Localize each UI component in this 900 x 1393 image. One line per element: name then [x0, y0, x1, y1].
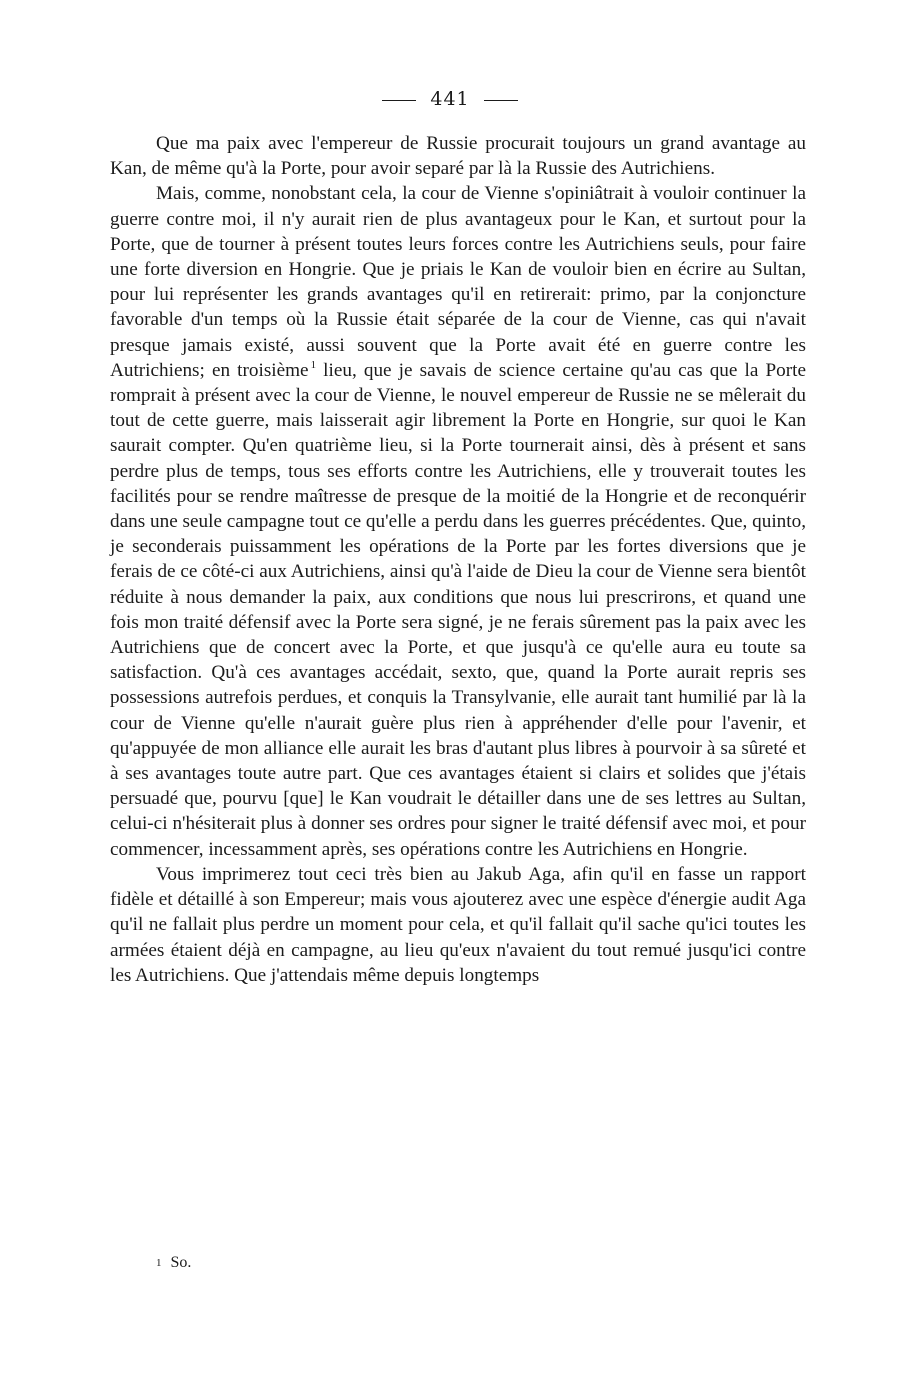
page-number: 441 — [430, 88, 470, 110]
header-dash-left — [382, 100, 416, 101]
paragraph-2-text-after: lieu, que je savais de science certaine qu'au cas que la Porte romprait à présent avec la cour de Vienne, le nouvel empereur de Russie ne se mêlerait du tout de cette guerre, mais laisserait agir librement la Porte en Hongrie, sur quoi le Kan saurait compter. Qu'en quatrième lieu, si la Porte tournerait ainsi, dès à présent et sans perdre plus de temps, tous ses efforts contre les Autrichiens, elle y trouverait toutes les facilités pour se rendre maîtresse de presque de la moitié de la Hongrie et de reconquérir dans une seule campagne tout ce qu'elle a perdu dans les guerres précédentes. Que, quinto, je seconderais puissamment les opérations de la Porte par les fortes diversions que je ferais de ce côté-ci aux Autrichiens, ainsi qu'à l'aide de Dieu la cour de Vienne sera bientôt réduite à nous demander la paix, aux conditions que nous lui prescrirons, et quand une fois mon traité défensif avec la Porte sera signé, je ne ferais sûrement pas la paix avec les Autrichiens que de concert avec la Porte, et que jusqu'à ce qu'elle aura eu toute sa satisfaction. Qu'à ces avantages accédait, sexto, que, quand la Porte aurait repris ses possessions autrefois perdues, et conquis la Transylvanie, elle aurait tant humilié par là la cour de Vienne qu'elle n'aurait guère plus rien à appréhender d'elle pour l'avenir, et qu'appuyée de mon alliance elle aurait les bras d'autant plus libres à pourvoir à sa sûreté et à ses avantages toute autre part. Que ces avantages étaient si clairs et solides que j'étais persuadé que, pourvu [que] le Kan voudrait le détailler dans une de ses lettres au Sultan, celui-ci n'hésiterait plus à donner ses ordres pour signer le traité défensif avec moi, et pour commencer, incessamment après, ses opérations contre les Autrichiens en Hongrie. — [110, 359, 806, 860]
paragraph-2 — [110, 181, 806, 861]
page-header — [0, 86, 900, 112]
paragraph-3 — [110, 862, 806, 988]
paragraph-3-text: Vous imprimerez tout ceci très bien au Jakub Aga, afin qu'il en fasse un rapport fidèle et détaillé à son Empereur; mais vous ajouterez avec une espèce d'énergie audit Aga qu'il ne fallait plus perdre un moment pour cela, et qu'il fallait qu'il sache qu'ici toutes les armées étaient déjà en campagne, au lieu qu'eux n'avaient du tout remué jusqu'ici contre les Autrichiens. Que j'attendais même depuis longtemps — [110, 863, 806, 986]
body-text — [110, 131, 806, 988]
paragraph-1 — [110, 131, 806, 181]
footnote-text: So. — [170, 1254, 192, 1271]
paragraph-2-text-before: Mais, comme, nonobstant cela, la cour de Vienne s'opiniâtrait à vouloir continuer la guerre contre moi, il n'y aurait rien de plus avantageux pour le Kan, et surtout pour la Porte, que de tourner à présent toutes leurs forces contre les Autrichiens seuls, pour faire une forte diversion en Hongrie. Que je priais le Kan de vouloir bien en écrire au Sultan, pour lui représenter les grands avantages qu'il en retirerait: primo, par la conjoncture favorable d'un temps où la Russie était séparée de la cour de Vienne, cas qui n'avait presque jamais existé, aussi souvent que la Porte avait été en guerre contre les Autrichiens; en troisième — [110, 183, 806, 381]
footnote — [156, 1252, 191, 1274]
footnote-reference: 1 — [310, 359, 317, 372]
paragraph-1-text: Que ma paix avec l'empereur de Russie procurait toujours un grand avantage au Kan, de même qu'à la Porte, pour avoir separé par là la Russie des Autrichiens. — [110, 133, 806, 180]
footnote-number: 1 — [156, 1257, 162, 1269]
header-dash-right — [484, 100, 518, 101]
